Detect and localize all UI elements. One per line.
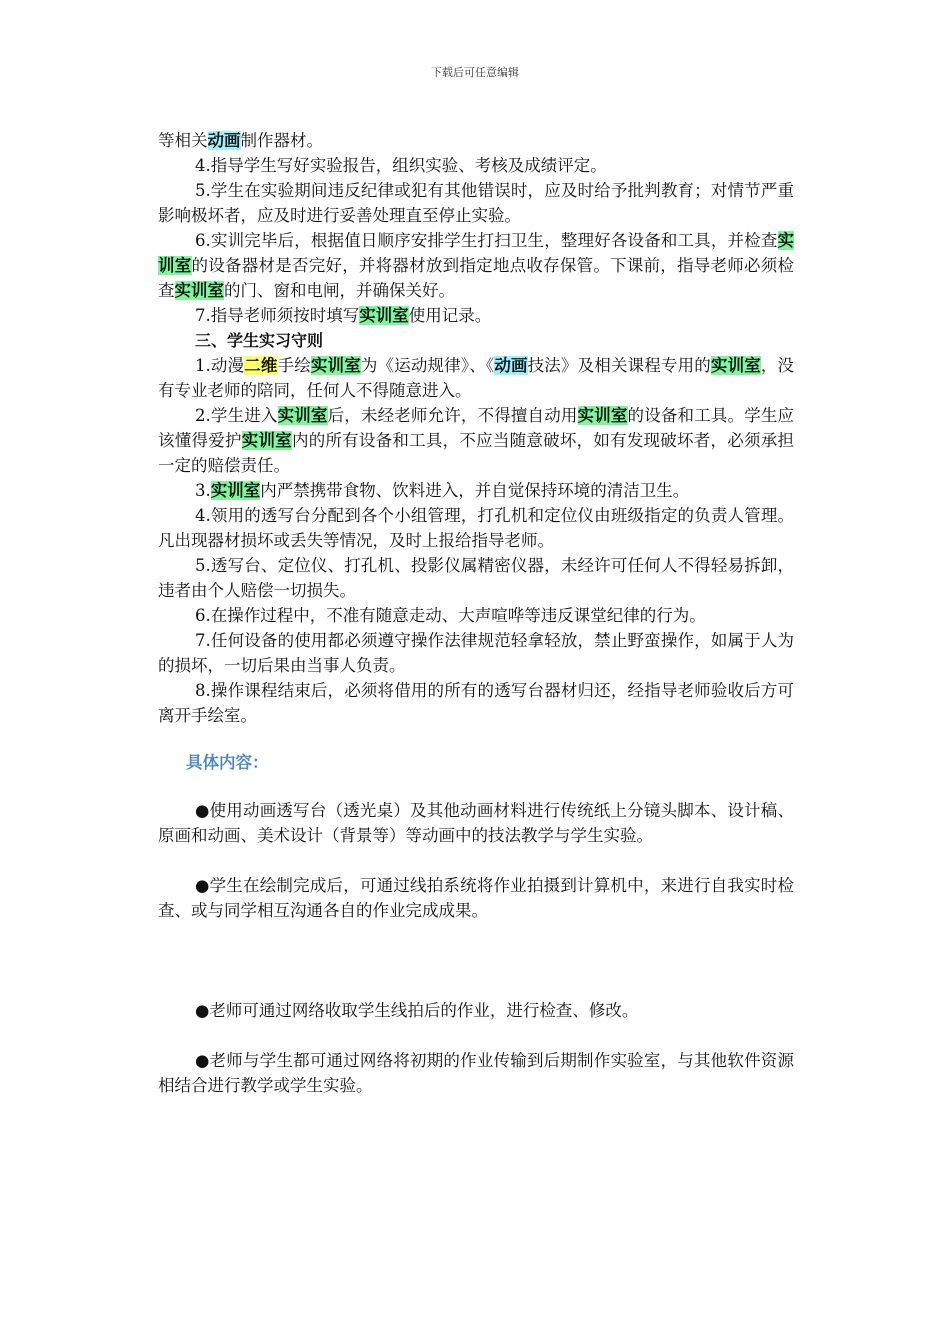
highlighted-term: 实训室 xyxy=(158,231,794,275)
text-run: 内的所有设备和工具，不应当随意破坏，如有发现破坏者，必须承担一定的赔偿责任。 xyxy=(158,431,795,475)
text-run: 使用记录。 xyxy=(408,306,492,325)
text-run: 手绘 xyxy=(277,356,311,375)
text-run: 2.学生进入 xyxy=(195,406,278,425)
highlighted-term: 实训室 xyxy=(359,306,409,325)
highlighted-term: 实训室 xyxy=(310,356,361,375)
paragraph-item-5 xyxy=(158,178,794,228)
document-body xyxy=(158,128,794,1098)
rule-item-4 xyxy=(158,503,794,553)
paragraph-item-7 xyxy=(158,303,794,328)
rule-item-6 xyxy=(158,603,794,628)
rule-item-7 xyxy=(158,628,794,678)
text-run: 的设备和工具。学生应该懂得爱护 xyxy=(158,406,795,450)
text-run: 1.动漫 xyxy=(195,356,245,375)
bullet-item-3: ●老师可通过网络收取学生线拍后的作业，进行检查、修改。 xyxy=(195,1001,639,1020)
rule-item-5 xyxy=(158,553,794,603)
highlighted-term: 实训室 xyxy=(174,281,224,300)
highlighted-term: 二维 xyxy=(244,356,278,375)
text-run: 的门、窗和电闸，并确保关好。 xyxy=(224,281,455,300)
text-run: 7.任何设备的使用都必须遵守操作法律规范轻拿轻放，禁止野蛮操作，如属于人为的损坏，一切后果由当事人负责。 xyxy=(158,631,794,675)
paragraph-continuation xyxy=(158,128,794,153)
paragraph-item-6 xyxy=(158,228,794,303)
text-run: 内严禁携带食物、饮料进入，并自觉保持环境的清洁卫生。 xyxy=(260,481,690,500)
text-run: 5.透写台、定位仪、打孔机、投影仪属精密仪器，未经许可任何人不得轻易拆卸，违者由个人赔偿一切损失。 xyxy=(158,556,794,600)
text-run: ，没有专业老师的陪同，任何人不得随意进入。 xyxy=(158,356,795,400)
text-run: 6.实训完毕后，根据值日顺序安排学生打扫卫生，整理好各设备和工具，并检查 xyxy=(195,231,778,250)
highlighted-term: 动画 xyxy=(494,356,528,375)
rule-item-1 xyxy=(158,353,794,403)
highlighted-term: 实训室 xyxy=(210,481,261,500)
section-heading: 三、学生实习守则 xyxy=(195,331,324,350)
rule-item-3 xyxy=(158,478,794,503)
text-run: 4.领用的透写台分配到各个小组管理，打孔机和定位仪由班级指定的负责人管理。凡出现器材损坏或丢失等情况，及时上报给指导老师。 xyxy=(158,506,794,550)
highlighted-term: 动画 xyxy=(207,131,241,150)
bullet-item-2: ●学生在绘制完成后，可通过线拍系统将作业拍摄到计算机中，来进行自我实时检查、或与同学相互沟通各自的作业完成成果。 xyxy=(158,876,794,920)
text-run: 6.在操作过程中，不准有随意走动、大声喧哗等违反课堂纪律的行为。 xyxy=(195,606,706,625)
rule-item-8 xyxy=(158,678,794,728)
text-run: 8.操作课程结束后，必须将借用的所有的透写台器材归还，经指导老师验收后方可离开手绘室。 xyxy=(158,681,794,725)
bullet-item-4: ●老师与学生都可通过网络将初期的作业传输到后期制作实验室，与其他软件资源相结合进行教学或学生实验。 xyxy=(158,1051,794,1095)
highlighted-term: 实训室 xyxy=(577,406,628,425)
text-run: 的设备器材是否完好，并将器材放到指定地点收存保管。下课前，指导老师必须检查 xyxy=(158,256,795,300)
text-run: 后，未经老师允许，不得擅自动用 xyxy=(327,406,578,425)
text-run: 技法》及相关课程专用的 xyxy=(527,356,711,375)
page-header: 下载后可任意编辑 xyxy=(431,66,519,79)
section-title-content: 具体内容： xyxy=(186,753,269,772)
paragraph-item-4 xyxy=(158,153,794,178)
highlighted-term: 实训室 xyxy=(710,356,761,375)
text-run: 5.学生在实验期间违反纪律或犯有其他错误时，应及时给予批判教育；对情节严重影响极坏者，应及时进行妥善处理直至停止实验。 xyxy=(158,181,794,225)
text-run: 4.指导学生写好实验报告，组织实验、考核及成绩评定。 xyxy=(195,156,607,175)
text-run: 3. xyxy=(195,481,211,500)
text-run: 7.指导老师须按时填写 xyxy=(195,306,360,325)
highlighted-term: 实训室 xyxy=(277,406,328,425)
bullet-item-1: ●使用动画透写台（透光桌）及其他动画材料进行传统纸上分镜头脚本、设计稿、原画和动画、美术设计（背景等）等动画中的技法教学与学生实验。 xyxy=(158,801,794,845)
highlighted-term: 实训室 xyxy=(241,431,292,450)
rule-item-2 xyxy=(158,403,794,478)
text-run: 为《运动规律》、《 xyxy=(360,356,495,375)
text-run: 等相关 xyxy=(158,131,208,150)
text-run: 制作器材。 xyxy=(240,131,323,150)
